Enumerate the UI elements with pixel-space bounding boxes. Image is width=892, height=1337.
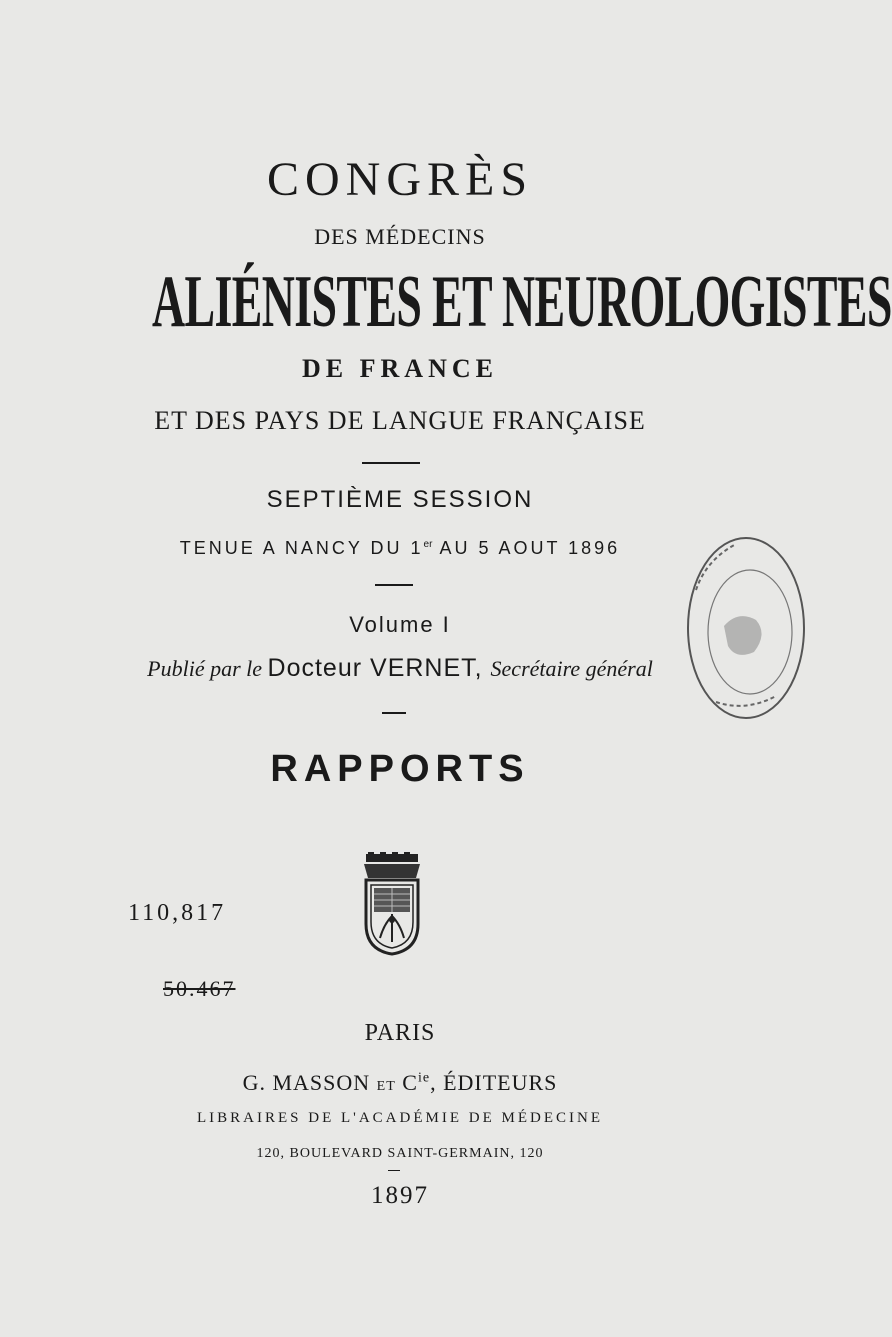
publisher-ie: ie <box>417 1070 431 1086</box>
session-name: SEPTIÈME SESSION <box>266 486 534 513</box>
session-held-sup: er <box>423 539 433 550</box>
imprint-libraires: LIBRAIRES DE L'ACADÉMIE DE MÉDECINE <box>196 1110 603 1126</box>
divider-rule <box>362 462 420 464</box>
volume-label: Volume I <box>349 612 451 637</box>
session-held-dates: AU 5 AOUT 1896 <box>432 538 621 558</box>
publisher-masson: G. MASSON <box>242 1070 377 1095</box>
publisher-et: ET <box>376 1079 396 1094</box>
publisher-role: Secrétaire général <box>490 656 653 681</box>
imprint-address: 120, BOULEVARD SAINT-GERMAIN, 120 <box>256 1146 544 1161</box>
old-inventory-number: 50.467 <box>163 976 236 1001</box>
publisher-name: Docteur VERNET, <box>267 654 491 682</box>
imprint-publisher <box>0 1070 800 1096</box>
inventory-number: 110,817 <box>128 900 227 926</box>
library-stamp-icon <box>676 530 798 730</box>
title-pays-langue: ET DES PAYS DE LANGUE FRANÇAISE <box>154 406 646 435</box>
publisher-pre: Publié par le <box>147 656 268 681</box>
title-des-medecins: DES MÉDECINS <box>314 224 486 249</box>
publisher-c: C <box>395 1070 418 1095</box>
publisher-editeurs: , ÉDITEURS <box>430 1070 558 1095</box>
city-coat-of-arms-icon <box>360 852 424 956</box>
title-de-france: DE FRANCE <box>302 354 498 383</box>
divider-rule <box>375 584 413 586</box>
section-title: RAPPORTS <box>270 748 530 790</box>
divider-rule <box>382 712 406 714</box>
divider-rule <box>388 1170 400 1171</box>
title-congres: CONGRÈS <box>266 153 534 206</box>
imprint-year: 1897 <box>371 1182 429 1209</box>
session-held-text: TENUE A NANCY DU 1 <box>179 538 424 558</box>
imprint-city: PARIS <box>364 1020 436 1046</box>
title-alienistes: ALIÉNISTES ET NEUROLOGISTES <box>152 261 892 343</box>
